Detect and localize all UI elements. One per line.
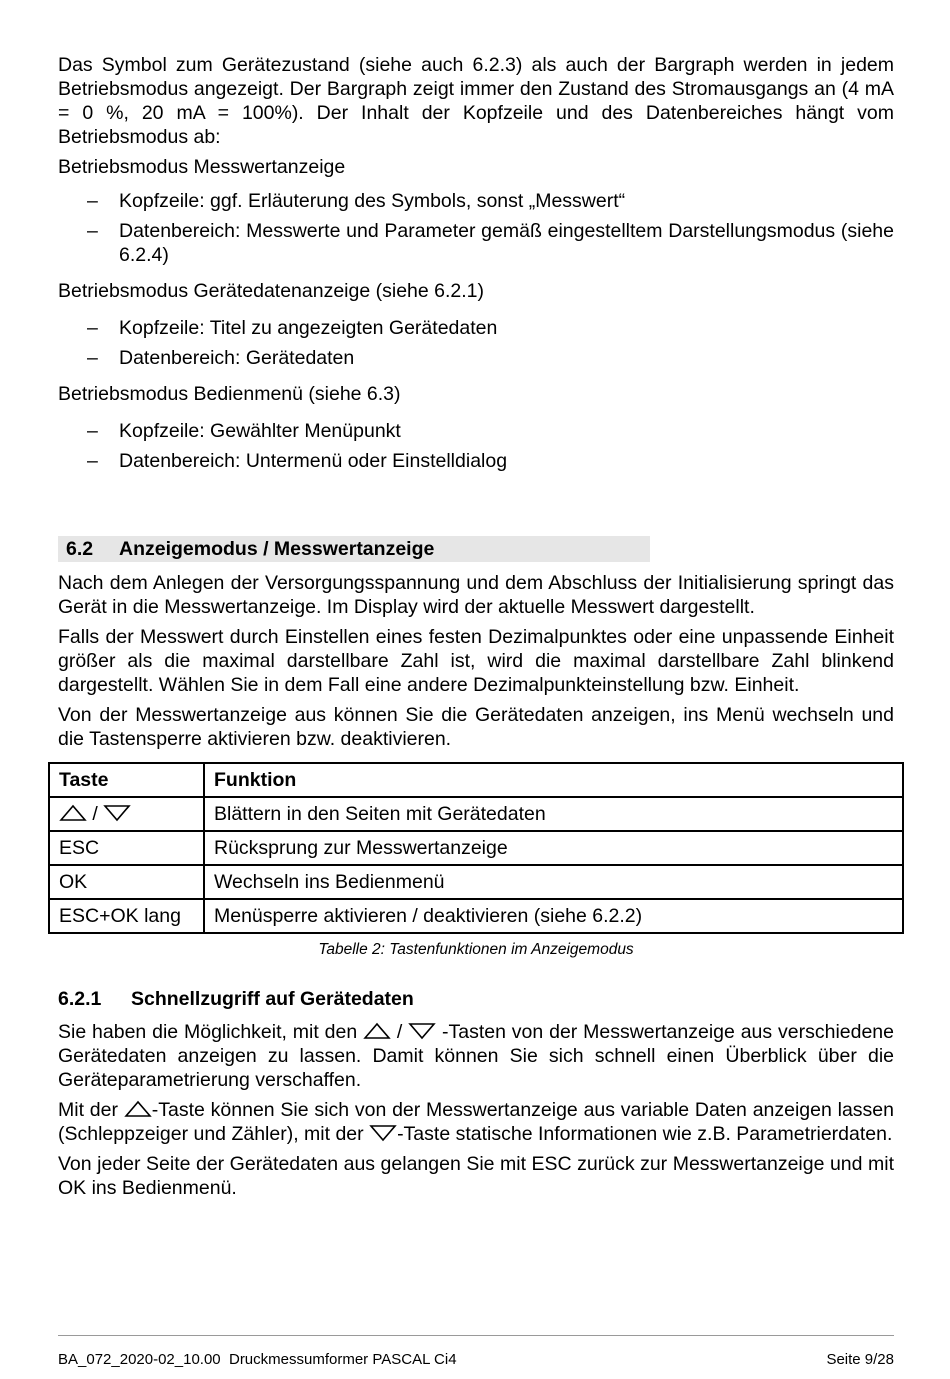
dash-bullet: – (87, 420, 98, 442)
page-content (58, 53, 894, 1200)
subsection-heading (58, 987, 894, 1011)
mode-heading-messwert: Betriebsmodus Messwertanzeige (58, 156, 346, 178)
function-cell: Rücksprung zur Messwertanzeige (204, 831, 903, 865)
mode-heading-bedienmenue: Betriebsmodus Bedienmenü (siehe 6.3) (58, 383, 401, 405)
page-footer (58, 1351, 894, 1369)
triangle-up-icon (124, 1100, 152, 1118)
dash-bullet: – (87, 317, 98, 339)
subsection-paragraph-1: Sie haben die Möglichkeit, mit den / -Tasten von der Messwertanzeige aus verschiedene Gerätedaten anzeigen zu lassen. Damit können Sie sich schnell einen Überblick über die Geräteparametrierung verschaffen. (58, 1021, 894, 1091)
dash-bullet: – (87, 190, 98, 212)
table-row (49, 865, 903, 899)
table-row (49, 797, 903, 831)
header-funktion: Funktion (204, 763, 903, 797)
section-heading (58, 536, 650, 562)
mode2-list (58, 316, 894, 370)
triangle-down-icon (103, 804, 131, 822)
header-taste: Taste (49, 763, 204, 797)
triangle-up-icon (59, 804, 87, 822)
section-paragraph-2: Falls der Messwert durch Einstellen eines festen Dezimalpunktes oder eine unpassende Einheit größer als die maximal darstellbare Zahl ist, wird die maximal darstellbare Zahl blinkend dargestellt. Wählen Sie in dem Fall eine andere Dezimalpunkteinstellung bzw. Einheit. (58, 626, 894, 696)
list-item: – Kopfzeile: ggf. Erläuterung des Symbols, sonst „Messwert“ (87, 190, 626, 212)
section-paragraph-3: Von der Messwertanzeige aus können Sie die Gerätedaten anzeigen, ins Menü wechseln und die Tastensperre aktivieren bzw. deaktivieren. (58, 704, 894, 750)
dash-bullet: – (87, 450, 98, 472)
dash-bullet: – (87, 220, 98, 242)
subsection-paragraph-3: Von jeder Seite der Gerätedaten aus gelangen Sie mit ESC zurück zur Messwertanzeige und mit OK ins Bedienmenü. (58, 1153, 894, 1199)
mode3-list (58, 419, 894, 473)
footer-document-id: BA_072_2020-02_10.00 Druckmessumformer PASCAL Ci4 (58, 1351, 457, 1368)
list-item: – Datenbereich: Messwerte und Parameter gemäß eingestelltem Darstellungsmodus (siehe 6.2.4) (87, 220, 894, 266)
triangle-down-icon (408, 1022, 436, 1040)
function-cell: Blättern in den Seiten mit Gerätedaten (204, 797, 903, 831)
subsection-paragraph-2: Mit der -Taste können Sie sich von der Messwertanzeige aus variable Daten anzeigen lassen (Schleppzeiger und Zähler), mit der -Taste statische Informationen wie z.B. Parametrierdaten. (58, 1099, 894, 1145)
function-cell: Wechseln ins Bedienmenü (204, 865, 903, 899)
table-header-row (49, 763, 903, 797)
key-function-table (48, 762, 904, 934)
table-row (49, 899, 903, 933)
section-title: Anzeigemodus / Messwertanzeige (119, 538, 435, 560)
table-row (49, 831, 903, 865)
subsection-number: 6.2.1 (58, 988, 102, 1010)
intro-paragraph: Das Symbol zum Gerätezustand (siehe auch 6.2.3) als auch der Bargraph werden in jedem Betriebsmodus angezeigt. Der Bargraph zeigt immer den Zustand des Stromausgangs an (4 mA = 0 %, 20 mA = 100%). Der Inhalt der Kopfzeile und des Datenbereiches hängt vom Betriebsmodus ab: (58, 54, 894, 148)
table-caption: Tabelle 2: Tastenfunktionen im Anzeigemodus (318, 941, 634, 958)
list-item: – Datenbereich: Untermenü oder Einstelldialog (87, 450, 508, 472)
section-paragraph-1: Nach dem Anlegen der Versorgungsspannung und dem Abschluss der Initialisierung springt das Gerät in die Messwertanzeige. Im Display wird der aktuelle Messwert dargestellt. (58, 572, 894, 618)
triangle-down-icon (369, 1124, 397, 1142)
footer-divider (58, 1335, 894, 1336)
list-item: – Datenbereich: Gerätedaten (87, 347, 355, 369)
section-number: 6.2 (66, 538, 94, 560)
mode-heading-geraetedaten: Betriebsmodus Gerätedatenanzeige (siehe 6.2.1) (58, 280, 485, 302)
subsection-title: Schnellzugriff auf Gerätedaten (131, 988, 414, 1010)
list-item: – Kopfzeile: Titel zu angezeigten Gerätedaten (87, 317, 498, 339)
mode1-list (58, 189, 894, 267)
triangle-up-icon (363, 1022, 391, 1040)
dash-bullet: – (87, 347, 98, 369)
footer-page-number: Seite 9/28 (826, 1351, 894, 1368)
key-cell: / (49, 797, 204, 831)
function-cell: Menüsperre aktivieren / deaktivieren (siehe 6.2.2) (204, 899, 903, 933)
key-cell: OK (49, 865, 204, 899)
key-cell: ESC (49, 831, 204, 865)
list-item: – Kopfzeile: Gewählter Menüpunkt (87, 420, 401, 442)
key-cell: ESC+OK lang (49, 899, 204, 933)
